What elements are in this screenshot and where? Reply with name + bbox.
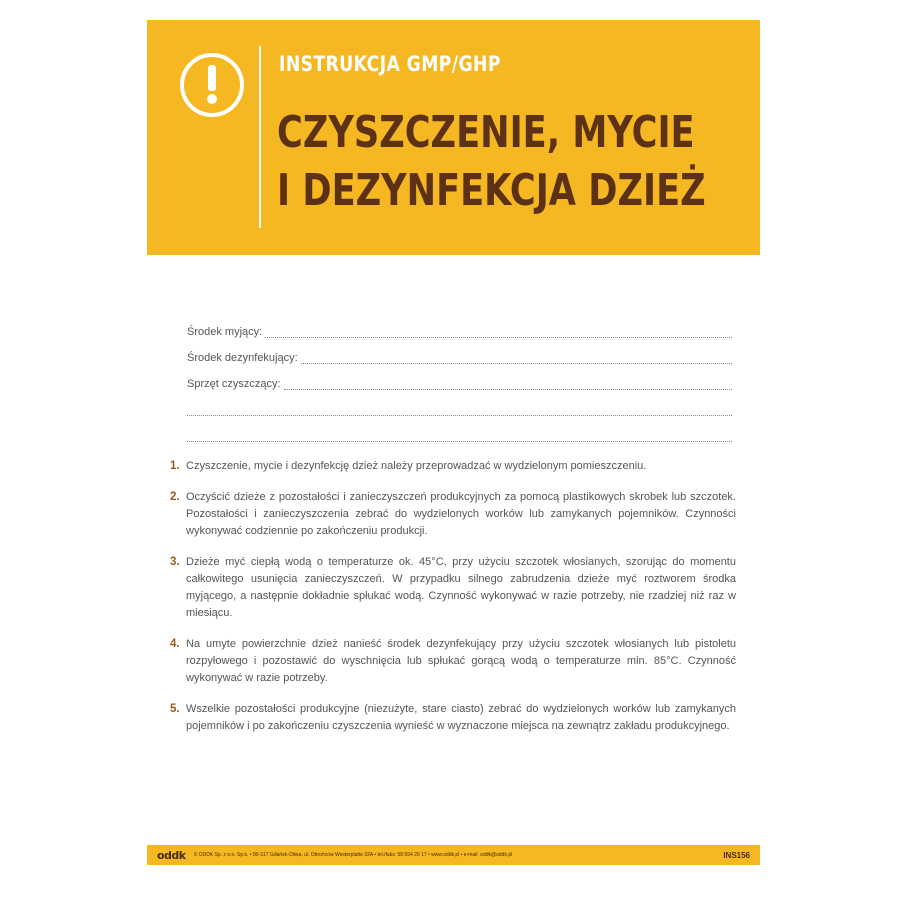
step-number: 5.	[170, 703, 180, 715]
step-number: 3.	[170, 556, 180, 568]
oddk-logo: oddk	[157, 848, 186, 862]
disinfectant-line[interactable]	[301, 354, 732, 364]
footer-bar	[147, 845, 760, 865]
list-item	[170, 636, 736, 687]
title-line-1: CZYSZCZENIE, MYCIE	[277, 107, 695, 158]
cleaning-agent-line[interactable]	[265, 328, 732, 338]
list-item	[170, 701, 736, 735]
header-divider	[259, 46, 261, 228]
instruction-steps	[170, 458, 736, 749]
document-subtitle: INSTRUKCJA GMP/GHP	[279, 52, 501, 76]
header-banner	[147, 20, 760, 255]
disinfectant-field[interactable]	[187, 338, 732, 364]
blank-line-2[interactable]	[187, 416, 732, 442]
step-number: 4.	[170, 638, 180, 650]
cleaning-equipment-field[interactable]	[187, 364, 732, 390]
document-code: INS156	[723, 850, 750, 860]
step-text: Na umyte powierzchnie dzież nanieść środek dezynfekujący przy użyciu szczotek włosianych lub pistoletu rozpyłowego i pozostawić do wyschnięcia lub spłukać gorącą wodą o temperaturze min. 85°C. Czynność wykonywać w razie potrzeby.	[186, 638, 736, 684]
step-number: 2.	[170, 491, 180, 503]
step-text: Dzieże myć ciepłą wodą o temperaturze ok. 45°C, przy użyciu szczotek włosianych, szorując do momentu całkowitego usunięcia zanieczyszczeń. W przypadku silnego zabrudzenia dzieże myć roztworem środka myjącego, a następnie dokładnie spłukać wodą. Czynność wykonywać w razie potrzeby, nie rzadziej niż raz w miesiącu.	[186, 556, 736, 619]
cleaning-equipment-label: Sprzęt czyszczący:	[187, 378, 281, 390]
list-item	[170, 489, 736, 540]
footer-contact-text: © ODDK Sp. z o.o. Sp.k. • 80-317 Gdańsk-Oliwa, ul. Obrońców Westerplatte 32A • tel./faks: 58 554 29 17 • www.oddk.pl • e-mail: oddk@oddk.pl	[193, 852, 513, 858]
exclamation-circle-icon	[180, 53, 244, 117]
form-fields	[187, 312, 732, 442]
exclamation-mark-glyph	[202, 65, 222, 105]
step-text: Oczyścić dzieże z pozostałości i zanieczyszczeń produkcyjnych za pomocą plastikowych skrobek lub szczotek. Pozostałości i zanieczyszczenia zebrać do wydzielonych worków lub zamykanych pojemników. Czynności wykonywać codziennie po zakończeniu produkcji.	[186, 491, 736, 537]
blank-line-1[interactable]	[187, 390, 732, 416]
step-text: Czyszczenie, mycie i dezynfekcję dzież należy przeprowadzać w wydzielonym pomieszczeniu.	[186, 460, 647, 472]
cleaning-agent-field[interactable]	[187, 312, 732, 338]
document-title	[277, 104, 706, 220]
title-line-2: I DEZYNFEKCJA DZIEŻ	[277, 165, 706, 216]
step-text: Wszelkie pozostałości produkcyjne (niezużyte, stare ciasto) zebrać do wydzielonych worków lub zamykanych pojemników i po zakończeniu czyszczenia wynieść w wyznaczone miejsca na zewnątrz zakładu produkcyjnego.	[186, 703, 736, 732]
disinfectant-label: Środek dezynfekujący:	[187, 352, 298, 364]
list-item	[170, 458, 736, 475]
cleaning-equipment-line[interactable]	[284, 380, 732, 390]
cleaning-agent-label: Środek myjący:	[187, 326, 263, 338]
list-item	[170, 554, 736, 622]
step-number: 1.	[170, 460, 180, 472]
